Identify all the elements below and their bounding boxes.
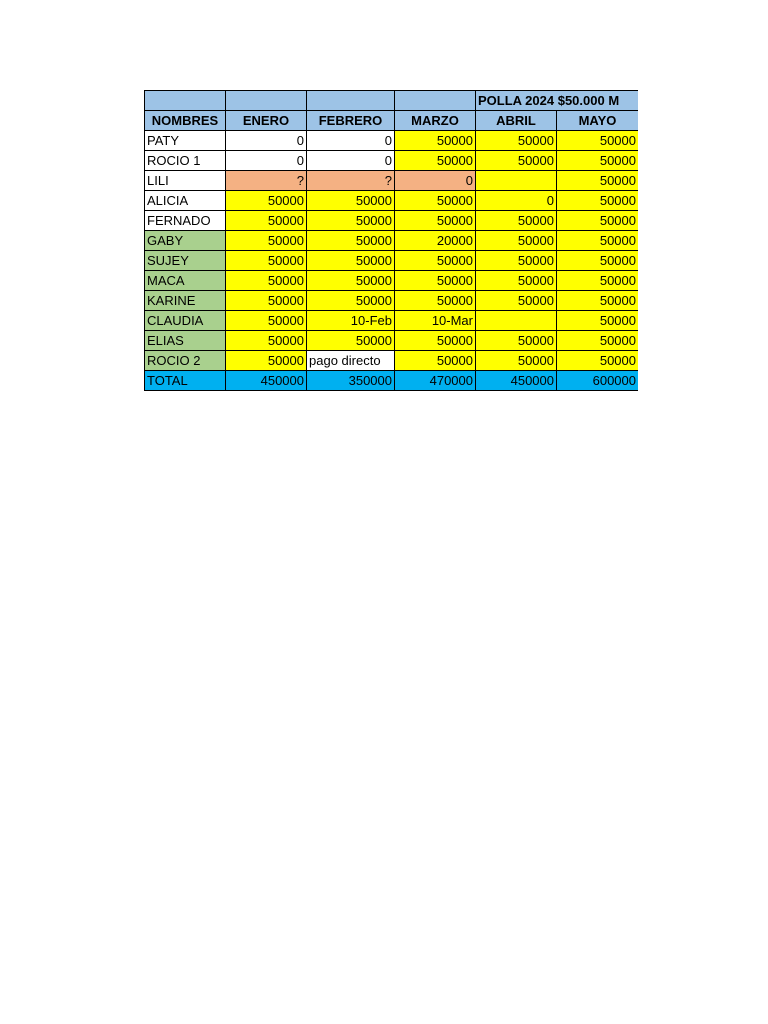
header-marzo[interactable]: MARZO [395, 111, 476, 131]
value-cell[interactable]: 50000 [395, 211, 476, 231]
value-cell[interactable] [476, 171, 557, 191]
value-cell[interactable]: 50000 [476, 271, 557, 291]
value-cell[interactable]: 50000 [395, 251, 476, 271]
value-cell[interactable]: 50000 [557, 291, 639, 311]
value-cell[interactable]: 50000 [395, 331, 476, 351]
value-cell[interactable]: 50000 [557, 271, 639, 291]
table-row [145, 291, 639, 311]
value-cell[interactable]: 50000 [307, 271, 395, 291]
value-cell[interactable]: 0 [476, 191, 557, 211]
value-cell[interactable]: 50000 [226, 211, 307, 231]
total-cell[interactable]: 470000 [395, 371, 476, 391]
value-cell[interactable]: 50000 [395, 351, 476, 371]
value-cell[interactable]: ? [307, 171, 395, 191]
table-row [145, 311, 639, 331]
value-cell[interactable]: 50000 [226, 291, 307, 311]
header-febrero[interactable]: FEBRERO [307, 111, 395, 131]
value-cell[interactable]: 50000 [476, 331, 557, 351]
value-cell[interactable]: 50000 [476, 151, 557, 171]
value-cell[interactable]: 50000 [557, 171, 639, 191]
value-cell[interactable]: 50000 [476, 291, 557, 311]
table-row [145, 211, 639, 231]
table-row [145, 251, 639, 271]
value-cell[interactable]: 50000 [395, 291, 476, 311]
name-cell[interactable]: GABY [145, 231, 226, 251]
value-cell[interactable]: 10-Mar [395, 311, 476, 331]
title-empty-cell[interactable] [307, 91, 395, 111]
value-cell[interactable]: 50000 [476, 211, 557, 231]
table-row [145, 231, 639, 251]
value-cell[interactable]: 50000 [557, 231, 639, 251]
value-cell[interactable]: 10-Feb [307, 311, 395, 331]
total-cell[interactable]: 450000 [476, 371, 557, 391]
value-cell[interactable]: 50000 [307, 291, 395, 311]
spreadsheet [144, 90, 638, 396]
name-cell[interactable]: ROCIO 2 [145, 351, 226, 371]
payments-table [144, 90, 638, 391]
value-cell[interactable]: 50000 [307, 211, 395, 231]
total-row [145, 371, 639, 391]
title-empty-cell[interactable] [395, 91, 476, 111]
value-cell[interactable]: 50000 [557, 311, 639, 331]
value-cell[interactable]: 50000 [226, 271, 307, 291]
total-cell[interactable]: 350000 [307, 371, 395, 391]
value-cell[interactable]: 50000 [395, 131, 476, 151]
value-cell[interactable]: 50000 [226, 311, 307, 331]
name-cell[interactable]: MACA [145, 271, 226, 291]
header-nombres[interactable]: NOMBRES [145, 111, 226, 131]
value-cell[interactable]: 50000 [307, 191, 395, 211]
value-cell[interactable]: 50000 [557, 331, 639, 351]
name-cell[interactable]: ELIAS [145, 331, 226, 351]
value-cell[interactable]: 50000 [557, 131, 639, 151]
value-cell[interactable]: 50000 [476, 231, 557, 251]
value-cell[interactable]: 50000 [307, 231, 395, 251]
title-row [145, 91, 639, 111]
value-cell[interactable]: 50000 [307, 331, 395, 351]
total-cell[interactable]: 600000 [557, 371, 639, 391]
value-cell[interactable]: 50000 [557, 211, 639, 231]
value-cell[interactable]: 50000 [226, 231, 307, 251]
value-cell[interactable]: 50000 [476, 131, 557, 151]
value-cell[interactable]: 50000 [476, 251, 557, 271]
value-cell[interactable]: 50000 [557, 251, 639, 271]
title-empty-cell[interactable] [226, 91, 307, 111]
name-cell[interactable]: LILI [145, 171, 226, 191]
total-cell[interactable]: 450000 [226, 371, 307, 391]
table-row [145, 151, 639, 171]
value-cell[interactable]: 50000 [557, 151, 639, 171]
name-cell[interactable]: PATY [145, 131, 226, 151]
value-cell[interactable]: 50000 [226, 331, 307, 351]
header-mayo[interactable]: MAYO [557, 111, 639, 131]
name-cell[interactable]: ALICIA [145, 191, 226, 211]
value-cell[interactable]: 0 [307, 151, 395, 171]
table-row [145, 131, 639, 151]
value-cell[interactable]: 50000 [226, 251, 307, 271]
value-cell[interactable]: 50000 [395, 151, 476, 171]
value-cell[interactable]: 50000 [307, 251, 395, 271]
value-cell[interactable]: pago directo [307, 351, 395, 371]
header-row [145, 111, 639, 131]
name-cell[interactable]: KARINE [145, 291, 226, 311]
value-cell[interactable]: 0 [226, 131, 307, 151]
sheet-title[interactable]: POLLA 2024 $50.000 M [476, 91, 639, 111]
value-cell[interactable]: ? [226, 171, 307, 191]
name-cell[interactable]: ROCIO 1 [145, 151, 226, 171]
value-cell[interactable]: 50000 [226, 351, 307, 371]
title-empty-cell[interactable] [145, 91, 226, 111]
value-cell[interactable]: 50000 [557, 351, 639, 371]
table-row [145, 351, 639, 371]
total-label-cell[interactable]: TOTAL [145, 371, 226, 391]
value-cell[interactable]: 50000 [557, 191, 639, 211]
table-row [145, 331, 639, 351]
value-cell[interactable]: 50000 [226, 191, 307, 211]
value-cell[interactable]: 0 [395, 171, 476, 191]
name-cell[interactable]: CLAUDIA [145, 311, 226, 331]
table-row [145, 271, 639, 291]
name-cell[interactable]: SUJEY [145, 251, 226, 271]
value-cell[interactable]: 50000 [476, 351, 557, 371]
value-cell[interactable]: 0 [307, 131, 395, 151]
value-cell[interactable]: 50000 [395, 271, 476, 291]
name-cell[interactable]: FERNADO [145, 211, 226, 231]
header-abril[interactable]: ABRIL [476, 111, 557, 131]
value-cell[interactable]: 0 [226, 151, 307, 171]
value-cell[interactable] [476, 311, 557, 331]
table-row [145, 171, 639, 191]
value-cell[interactable]: 20000 [395, 231, 476, 251]
header-enero[interactable]: ENERO [226, 111, 307, 131]
value-cell[interactable]: 50000 [395, 191, 476, 211]
table-row [145, 191, 639, 211]
